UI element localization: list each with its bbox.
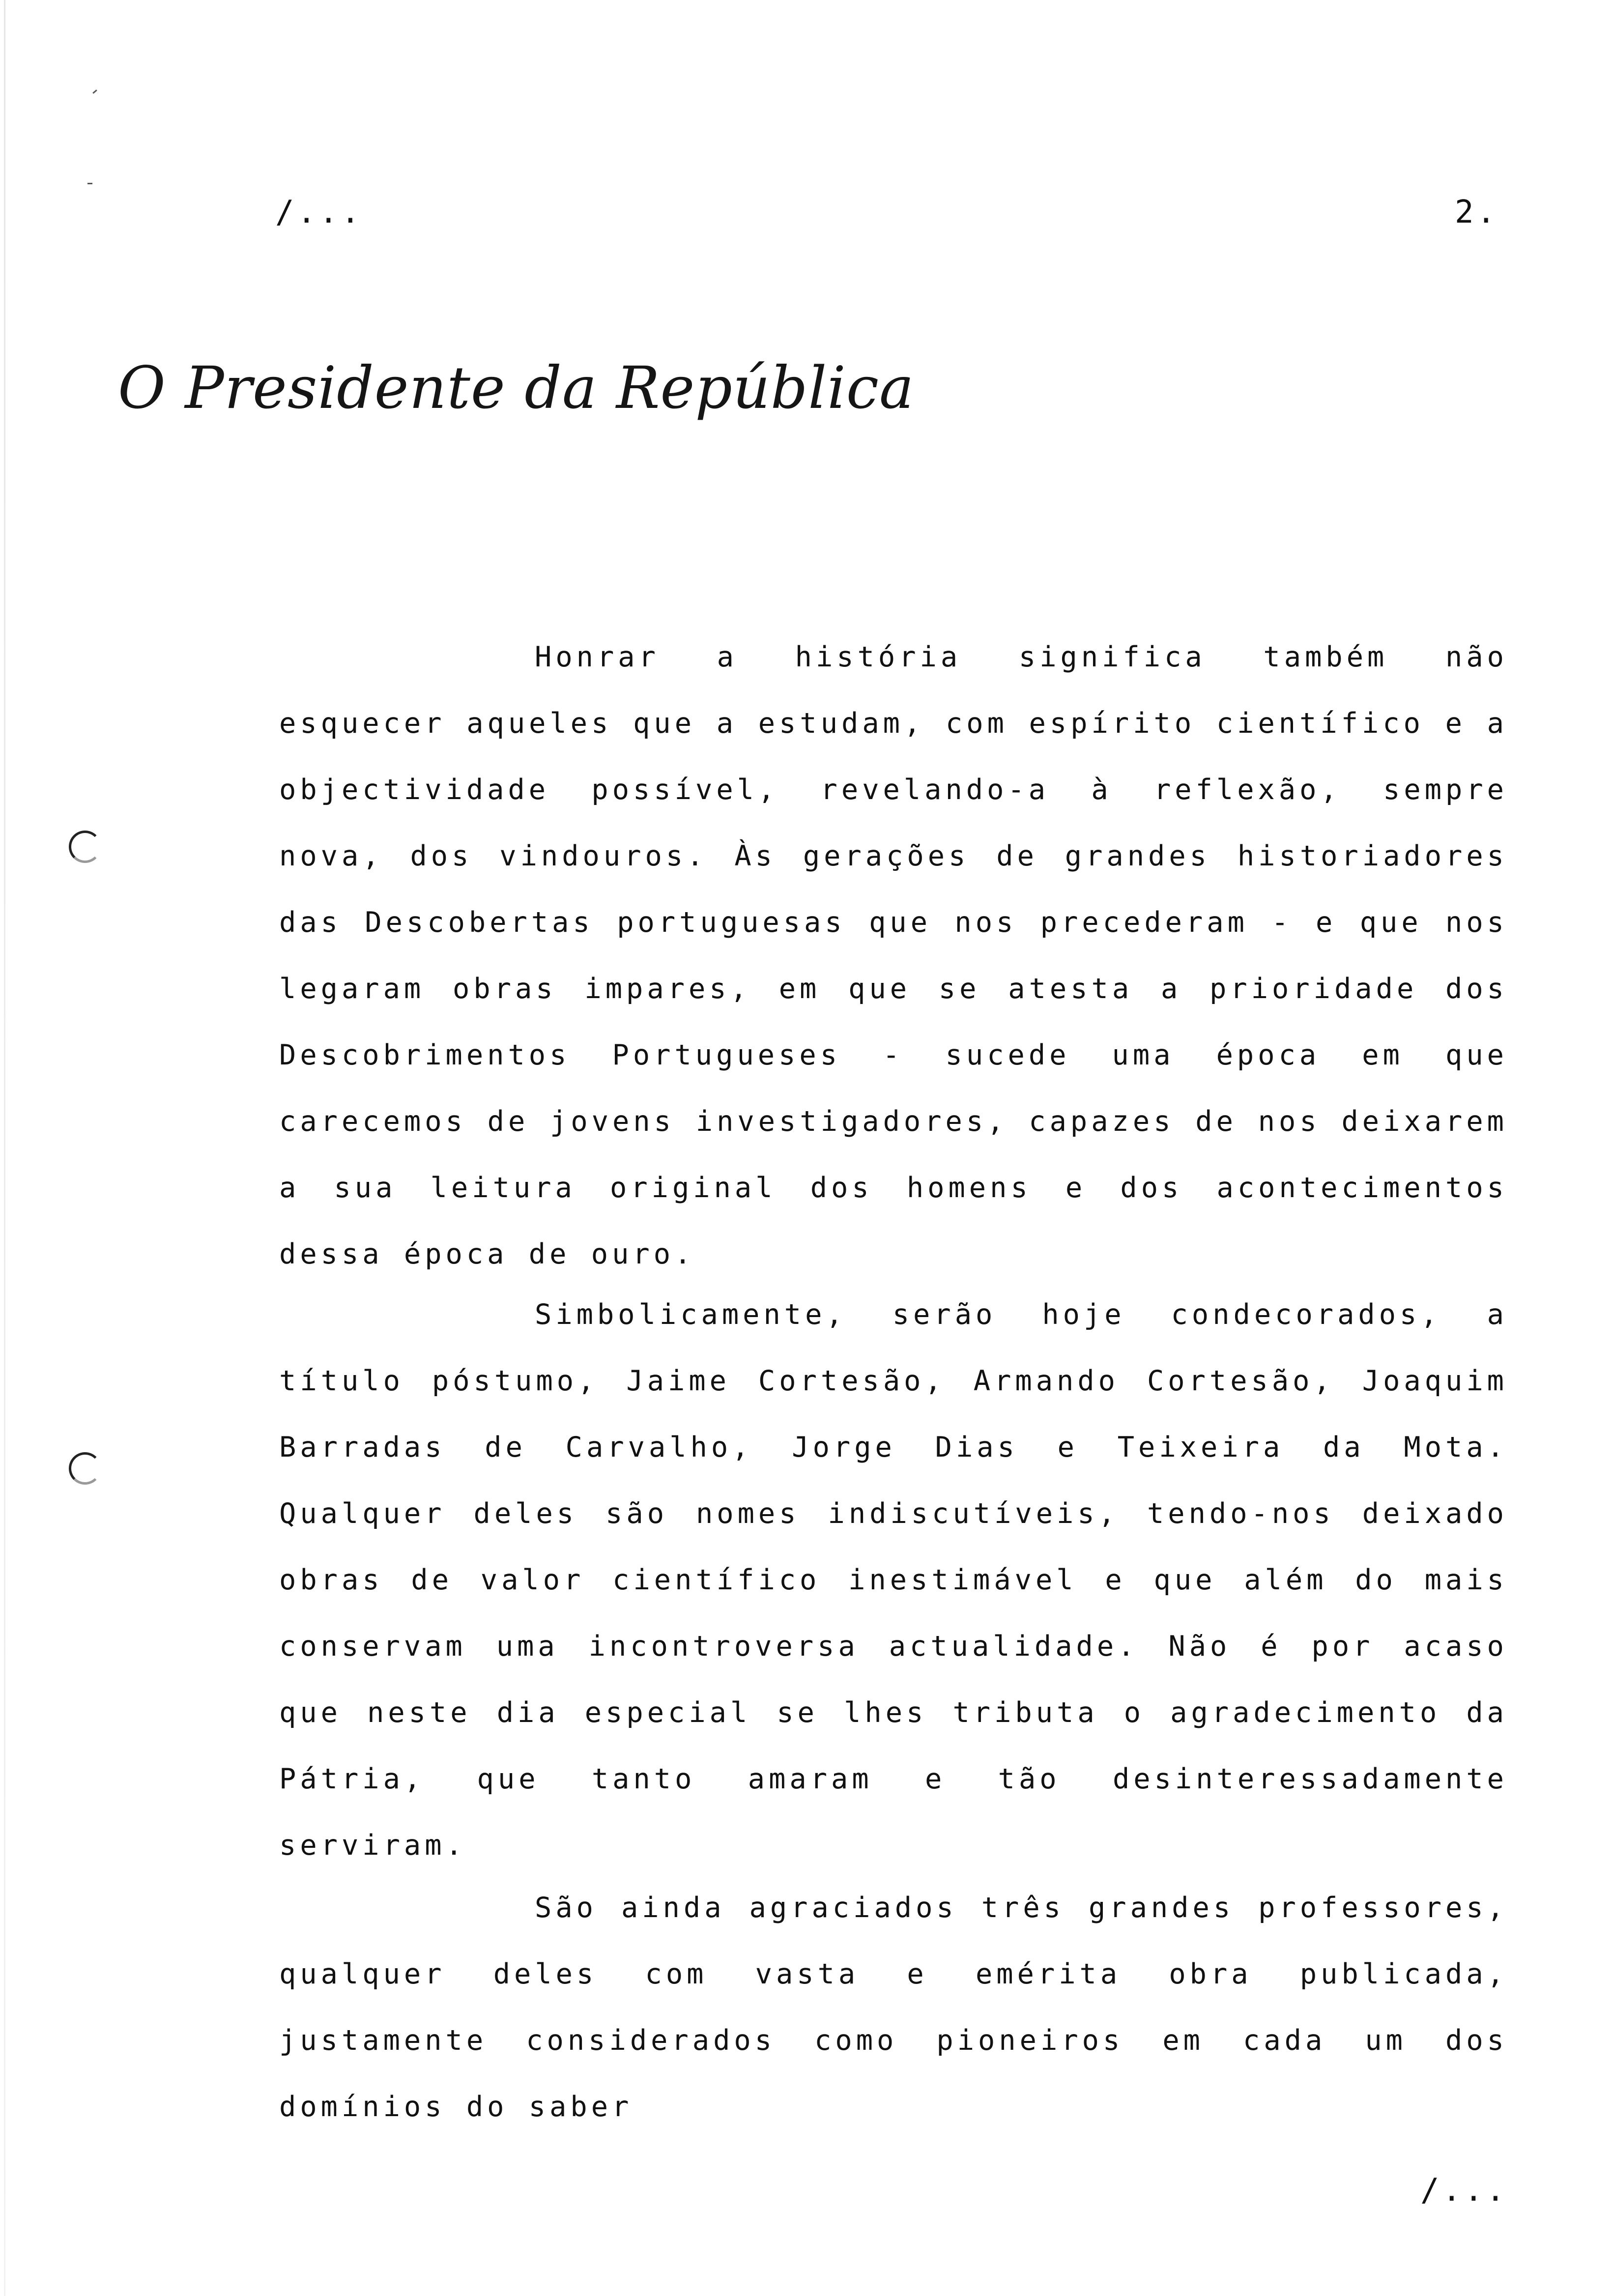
scan-edge-line	[4, 0, 5, 2296]
paragraph-1	[279, 624, 1508, 1288]
paragraph-text: São ainda agraciados três grandes professores, qualquer deles com vasta e emérita obra publicada, justamente considerados como pioneiros em cada um dos domínios do saber	[279, 1892, 1508, 2123]
paragraph-text: Honrar a história significa também não esquecer aqueles que a estudam, com espírito científico e a objectividade possível, revelando-a à reflexão, sempre nova, dos vindouros. Às gerações de grandes historiadores das Descobertas portuguesas que nos precederam - e que nos legaram obras impares, em que se atesta a prioridade dos Descobrimentos Portugueses - sucede uma época em que carecemos de jovens investigadores, capazes de nos deixarem a sua leitura original dos homens e dos acontecimentos dessa época de ouro.	[279, 641, 1508, 1270]
continuation-mark-bottom: /...	[1420, 2172, 1508, 2209]
punch-hole-mark	[69, 831, 101, 863]
letterhead: O Presidente da República	[118, 354, 915, 422]
margin-speck	[92, 89, 97, 94]
continuation-mark-top: /...	[275, 194, 363, 230]
margin-speck	[87, 183, 92, 184]
page-number: 2.	[1455, 194, 1499, 230]
paragraph-text: Simbolicamente, serão hoje condecorados, a título póstumo, Jaime Cortesão, Armando Cortesão, Joaquim Barradas de Carvalho, Jorge Dias e Teixeira da Mota. Qualquer deles são nomes indiscutíveis, tendo-nos deixado obras de valor científico inestimável e que além do mais conservam uma incontroversa actualidade. Não é por acaso que neste dia especial se lhes tributa o agradecimento da Pátria, que tanto amaram e tão desinteressadamente serviram.	[279, 1298, 1508, 1862]
punch-hole-mark	[69, 1452, 101, 1485]
paragraph-3	[279, 1875, 1508, 2140]
paragraph-2	[279, 1282, 1508, 1879]
